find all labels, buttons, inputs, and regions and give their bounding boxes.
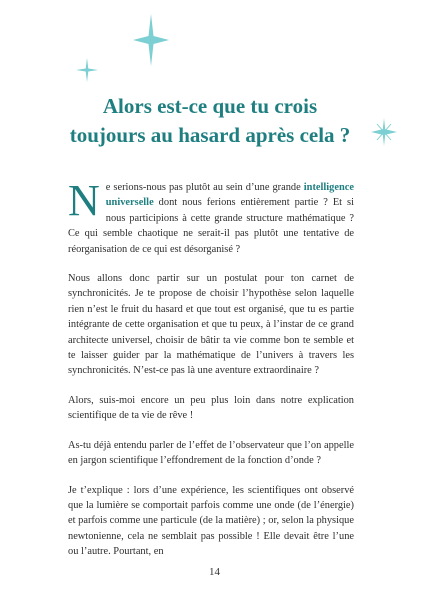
highlight-phrase: intelligence universelle [105,182,354,209]
large-star-icon [133,14,169,66]
page-number: 14 [209,566,220,578]
title-line-1: Alors est-ce que tu crois [102,94,318,118]
side-star-icon [371,118,397,146]
drop-cap: N [68,176,100,225]
paragraph-1-text-before: e serions-nous pas plutôt au sein d’une grande [105,182,304,193]
paragraph-2: Nous allons donc partir sur un postulat pour ton carnet de synchronicités. Je te propose de choisir l’hypothèse selon laquelle rien n’est le fruit du hasard et que tout est organisé, que tu es partie intégrante de cette organisation et que tu peux, à l’instar de ce grand architecte universel, choisir de bâtir ta vie comme bon te semble et te laisser guider par la mathématique de l’univers à travers les synchronicités. N’est-ce pas là une aventure extraordinaire ? [68,273,354,377]
paragraph-5: Je t’explique : lors d’une expérience, les scientifiques ont observé que la lumière se comportait parfois comme une onde (de l’énergie) et parfois comme une particule (de la matière) ; or, selon la physique newtonienne, cela ne semblait pas possible ! Elle devait être l’une ou l’autre. Pourtant, en [68,484,354,558]
body-text [68,176,354,574]
small-star-icon [76,58,98,82]
paragraph-1 [68,176,354,257]
title-line-2: toujours au hasard après cela ? [69,123,351,147]
paragraph-1-text-after: dont nous ferions entièrement partie ? Et si nous participions à cette grande structure mathématique ? Ce qui semble chaotique ne serait-il pas plutôt une tentative de réorganisation de ce qui est désorganisé ? [68,197,354,255]
paragraph-4: As-tu déjà entendu parler de l’effet de l’observateur que l’on appelle en jargon scientifique l’effondrement de la fonction d’onde ? [68,439,354,467]
page-title [60,92,360,150]
paragraph-3: Alors, suis-moi encore un peu plus loin dans notre explication scientifique de ta vie de rêve ! [68,394,354,422]
